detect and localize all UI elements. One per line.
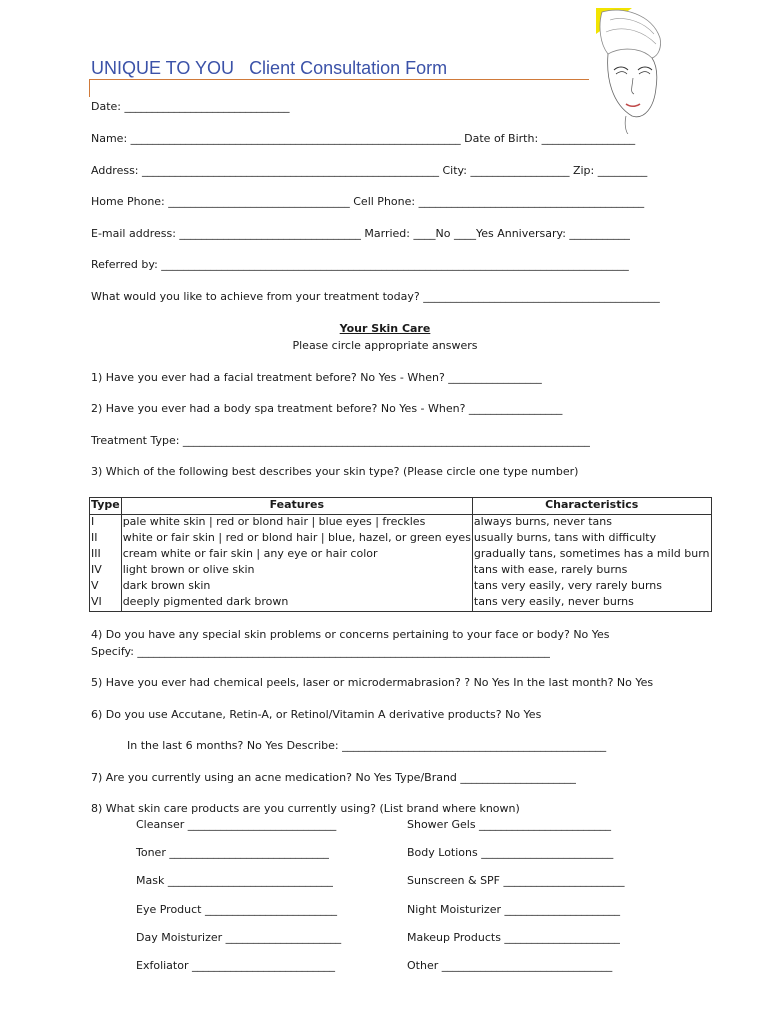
question-5[interactable]: 5) Have you ever had chemical peels, laser or microdermabrasion? ? No Yes In the last month? No Yes: [91, 676, 654, 689]
table-row: [90, 547, 712, 563]
product-eye-field[interactable]: Eye Product ________________________: [136, 903, 337, 916]
address-field[interactable]: Address: ______________________________________________________ City: __________________ Zip: _________: [91, 164, 648, 177]
product-shower-gels-field[interactable]: Shower Gels ________________________: [407, 818, 612, 831]
table-row: [90, 531, 712, 547]
header-type: Type: [90, 498, 122, 515]
skin-type-number[interactable]: IV: [90, 563, 122, 579]
table-header-row: [90, 498, 712, 515]
brand-name: UNIQUE TO YOU: [91, 58, 235, 78]
question-1[interactable]: 1) Have you ever had a facial treatment before? No Yes - When? _________________: [91, 371, 542, 384]
skin-characteristics: tans with ease, rarely burns: [472, 563, 711, 579]
skin-characteristics: usually burns, tans with difficulty: [472, 531, 711, 547]
title-divider-tick: [89, 79, 90, 97]
table-row: [90, 563, 712, 579]
skin-type-number[interactable]: V: [90, 579, 122, 595]
skin-features: light brown or olive skin: [121, 563, 472, 579]
skin-features: pale white skin | red or blond hair | blue eyes | freckles: [121, 515, 472, 532]
form-title: [91, 57, 447, 79]
skin-features: deeply pigmented dark brown: [121, 595, 472, 612]
product-makeup-field[interactable]: Makeup Products _____________________: [407, 931, 620, 944]
skin-type-number[interactable]: VI: [90, 595, 122, 612]
treatment-goal-field[interactable]: What would you like to achieve from your treatment today? ___________________________________________: [91, 290, 660, 303]
skin-type-number[interactable]: III: [90, 547, 122, 563]
product-exfoliator-field[interactable]: Exfoliator __________________________: [136, 959, 335, 972]
section-heading: Your Skin Care: [339, 322, 431, 335]
header-features: Features: [121, 498, 472, 515]
question-2[interactable]: 2) Have you ever had a body spa treatment before? No Yes - When? _________________: [91, 402, 563, 415]
email-marital-field[interactable]: E-mail address: _________________________________ Married: ____No ____Yes Anniversary: ___________: [91, 227, 630, 240]
question-8: 8) What skin care products are you currently using? (List brand where known): [91, 802, 520, 815]
product-day-moisturizer-field[interactable]: Day Moisturizer _____________________: [136, 931, 342, 944]
skin-features: cream white or fair skin | any eye or hair color: [121, 547, 472, 563]
spa-woman-logo: [592, 8, 664, 134]
table-row: [90, 515, 712, 532]
question-6[interactable]: 6) Do you use Accutane, Retin-A, or Retinol/Vitamin A derivative products? No Yes: [91, 708, 542, 721]
table-row: [90, 595, 712, 612]
question-4-specify[interactable]: Specify: ___________________________________________________________________________: [91, 645, 550, 658]
phone-field[interactable]: Home Phone: _________________________________ Cell Phone: _________________________________________: [91, 195, 645, 208]
name-dob-field[interactable]: Name: ____________________________________________________________ Date of Birth: _________________: [91, 132, 636, 145]
product-night-moisturizer-field[interactable]: Night Moisturizer _____________________: [407, 903, 620, 916]
product-mask-field[interactable]: Mask ______________________________: [136, 874, 333, 887]
skin-characteristics: tans very easily, very rarely burns: [472, 579, 711, 595]
treatment-type-field[interactable]: Treatment Type: __________________________________________________________________________: [91, 434, 590, 447]
date-field[interactable]: Date: ______________________________: [91, 100, 290, 113]
product-cleanser-field[interactable]: Cleanser ___________________________: [136, 818, 337, 831]
skin-features: white or fair skin | red or blond hair | blue, hazel, or green eyes: [121, 531, 472, 547]
product-body-lotions-field[interactable]: Body Lotions ________________________: [407, 846, 614, 859]
question-3: 3) Which of the following best describes your skin type? (Please circle one type number): [91, 465, 579, 478]
skin-type-number[interactable]: I: [90, 515, 122, 532]
question-7[interactable]: 7) Are you currently using an acne medication? No Yes Type/Brand _____________________: [91, 771, 576, 784]
section-instructions: Please circle appropriate answers: [292, 339, 478, 352]
question-6-followup[interactable]: In the last 6 months? No Yes Describe: ________________________________________________: [127, 739, 607, 752]
product-toner-field[interactable]: Toner _____________________________: [136, 846, 329, 859]
question-4[interactable]: 4) Do you have any special skin problems or concerns pertaining to your face or body? No Yes: [91, 628, 610, 641]
product-other-field[interactable]: Other _______________________________: [407, 959, 613, 972]
form-name: Client Consultation Form: [249, 58, 448, 78]
product-sunscreen-field[interactable]: Sunscreen & SPF ______________________: [407, 874, 625, 887]
header-characteristics: Characteristics: [472, 498, 711, 515]
skin-type-number[interactable]: II: [90, 531, 122, 547]
referred-by-field[interactable]: Referred by: _____________________________________________________________________________________: [91, 258, 629, 271]
skin-characteristics: tans very easily, never burns: [472, 595, 711, 612]
skin-features: dark brown skin: [121, 579, 472, 595]
table-row: [90, 579, 712, 595]
skin-characteristics: gradually tans, sometimes has a mild burn: [472, 547, 711, 563]
skin-characteristics: always burns, never tans: [472, 515, 711, 532]
title-divider: [89, 79, 589, 80]
skin-type-table: [89, 497, 712, 612]
